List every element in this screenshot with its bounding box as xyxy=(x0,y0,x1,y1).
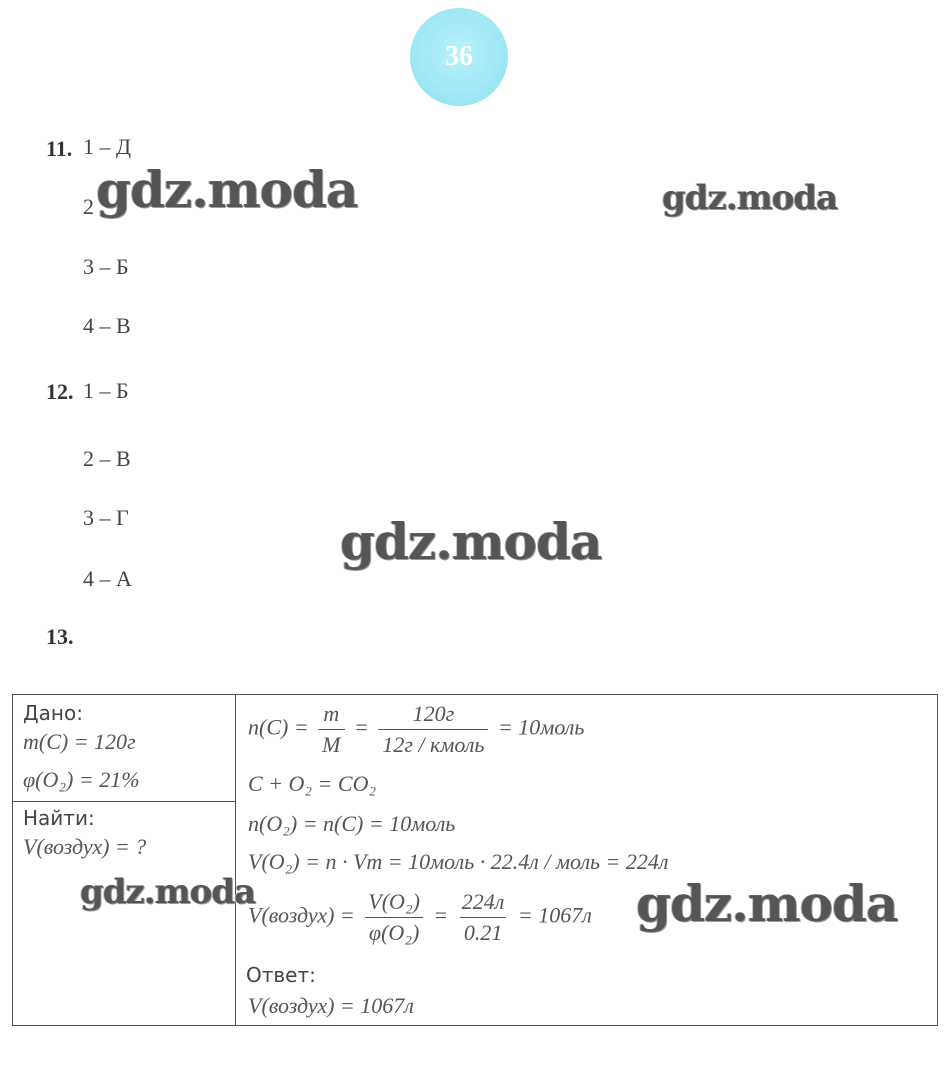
q12-answer-1: 1 – Б xyxy=(83,378,129,403)
watermark-logo: gdz.moda xyxy=(636,874,898,933)
step1-equals: = xyxy=(354,714,369,740)
question-12-number: 12. xyxy=(46,379,74,404)
given-mass: m(C) = 120г xyxy=(23,729,136,754)
answer-label: Ответ: xyxy=(246,963,316,987)
find-label: Найти: xyxy=(23,806,95,830)
watermark-logo: gdz.moda xyxy=(662,178,838,218)
step1-fraction-mM xyxy=(318,701,344,758)
q12-answer-4: 4 – А xyxy=(83,566,132,591)
step1-fraction-values xyxy=(378,701,488,758)
q11-answer-3: 3 – Б xyxy=(83,254,129,279)
given-fraction: φ(O₂) = 21% xyxy=(23,767,140,792)
q11-answer-4: 4 – В xyxy=(83,313,131,338)
step1-result: = 10моль xyxy=(497,714,585,740)
step5-f2-numerator: 224л xyxy=(461,889,505,914)
q12-answer-2: 2 – В xyxy=(83,446,131,471)
step-moles-oxygen: n(O₂) = n(C) = 10моль xyxy=(248,811,456,836)
step5-f1-numerator: V(O₂) xyxy=(368,889,420,914)
step5-fraction-values xyxy=(458,889,509,946)
step1-f2-numerator: 120г xyxy=(412,701,455,726)
step-reaction-equation: C + O₂ = CO₂ xyxy=(248,771,377,796)
watermark-logo: gdz.moda xyxy=(80,872,256,912)
step5-f2-denominator: 0.21 xyxy=(460,917,507,946)
step1-lhs: n(C) = xyxy=(248,714,309,740)
answer-expression: V(воздух) = 1067л xyxy=(248,993,414,1018)
step-moles-carbon xyxy=(248,701,584,758)
step1-f1-numerator: m xyxy=(323,701,340,726)
given-label: Дано: xyxy=(23,701,83,725)
step-volume-oxygen: V(O₂) = n · Vm = 10моль · 22.4л / моль = 224л xyxy=(248,849,669,874)
step5-fraction-symbolic xyxy=(364,889,424,946)
step1-f1-denominator: M xyxy=(318,729,344,758)
step5-result: = 1067л xyxy=(517,902,592,928)
step5-lhs: V(воздух) = xyxy=(248,902,355,928)
q12-answer-3: 3 – Г xyxy=(83,505,129,530)
find-expression: V(воздух) = ? xyxy=(23,834,147,859)
question-13-number: 13. xyxy=(46,624,74,649)
given-section xyxy=(13,695,235,802)
q11-answer-1: 1 – Д xyxy=(83,134,132,159)
step1-f2-denominator: 12г / кмоль xyxy=(378,729,488,758)
question-11-number: 11. xyxy=(46,136,73,161)
step5-f1-denominator: φ(O₂) xyxy=(365,917,423,946)
step5-equals: = xyxy=(433,902,449,928)
solution-column xyxy=(236,695,937,1025)
solution-table xyxy=(12,694,938,1026)
page-number: 36 xyxy=(445,41,473,72)
watermark-logo: gdz.moda xyxy=(340,512,602,571)
given-column xyxy=(13,695,236,1025)
q11-answer-2: 2 xyxy=(83,194,94,219)
step-volume-air xyxy=(248,889,592,946)
page-number-badge xyxy=(410,8,508,106)
watermark-logo: gdz.moda xyxy=(96,160,358,219)
